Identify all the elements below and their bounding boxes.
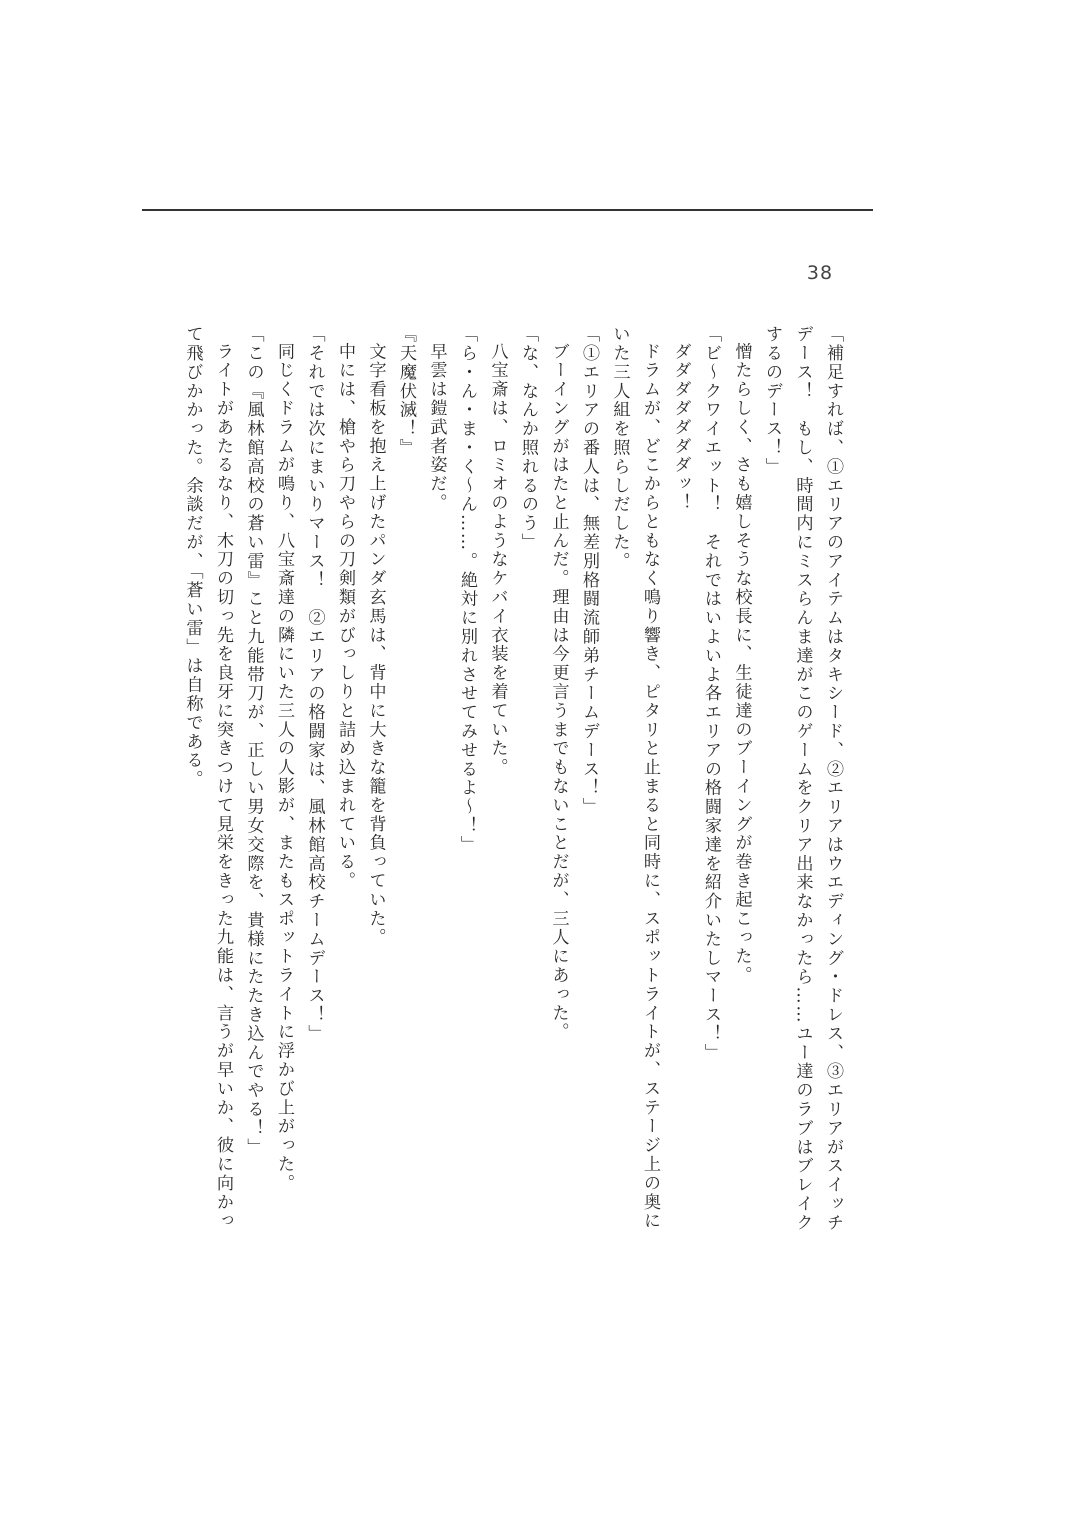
text-line [177,325,208,1195]
text-line [421,325,452,1195]
text-line [482,325,513,1195]
text-line-content: 早雲は鎧武者姿だ。 [426,342,447,513]
text-line-content: 憎たらしく、さも嬉しそうな校長に、生徒達のブーイングが巻き起こった。 [731,342,752,985]
text-line-content: 「ビ〜クワイエット！ それではいよいよ各エリアの格闘家達を紹介いたしマース！」 [701,325,721,1063]
text-line [360,325,391,1195]
indent-space [489,325,506,342]
text-line-content: 「ら・ん・ま・く〜ん……。絶対に別れさせてみせるよ〜！」 [457,325,477,855]
text-line-content: いた三人組を照らしだした。 [609,325,630,571]
text-line-content: 「この『風林館高校の蒼い雷』こと九能帯刀が、正しい男女交際を、貴様にたたき込んでやる！」 [243,325,264,1157]
indent-space [367,325,384,342]
indent-space [733,325,750,342]
text-line [391,325,422,1195]
text-line-content: 「な、なんか照れるのう」 [518,325,538,552]
text-line-content: て飛びかかった。余談だが、「蒼い雷」は自称である。 [182,325,203,789]
text-line-content: 同じくドラムが鳴り、八宝斎達の隣にいた三人の人影が、またもスポットライトに浮かび上がった。 [274,342,294,1193]
text-line-content: 「①エリアの番人は、無差別格闘流師弟チームデース！」 [579,325,599,817]
page-number: 38 [806,262,834,284]
text-line [574,325,605,1195]
indent-space [336,325,353,342]
text-line-content: 「それでは次にまいりマース！ ②エリアの格闘家は、風林館高校チームデース！」 [304,325,325,1044]
text-line [452,325,483,1195]
text-line [818,325,849,1233]
text-line-content: 文字看板を抱え上げたパンダ玄馬は、背中に大きな籠を背負っていた。 [365,342,386,947]
text-line-content: デース！ もし、時間内にミスらんま達がこのゲームをクリア出来なかったら……ユー達のラブはブレイク [792,325,813,1233]
header-rule [142,209,873,211]
text-line-content: 「補足すれば、①エリアのアイテムはタキシード、②エリアはウエディング・ドレス、③エリアがスイッチ [823,325,843,1233]
text-line [635,325,666,1231]
text-line [299,325,330,1195]
text-line-content: ライトがあたるなり、木刀の切っ先を良牙に突きつけて見栄をきった九能は、言うが早いか、彼に向かっ [213,342,233,1231]
indent-space [550,325,567,342]
text-line [269,325,300,1195]
text-line-content: ブーイングがはたと止んだ。理由は今更言うまでもないことだが、三人にあった。 [548,342,569,1042]
text-line [208,325,239,1231]
text-line-content: するのデース！」 [762,325,782,477]
text-line-content: 中には、槍やら刀やらの刀剣類がびっしりと詰め込まれている。 [335,342,355,891]
indent-space [641,325,658,342]
text-line [238,325,269,1195]
indent-space [428,325,445,342]
text-line [543,325,574,1195]
text-line [665,325,696,1195]
text-line [757,325,788,1195]
text-line [604,325,635,1195]
text-line [330,325,361,1195]
text-line [726,325,757,1195]
text-line-content: ドラムが、どこからともなく鳴り響き、ピタリと止まると同時に、スポットライトが、ステージ上の奥に [640,342,660,1231]
text-line [513,325,544,1195]
text-line [696,325,727,1195]
text-line-content: 八宝斎は、ロミオのようなケバイ衣装を着ていた。 [487,342,508,777]
indent-space [672,325,689,342]
indent-space [275,325,292,342]
text-line-content: ダダダダダダダッ！ [670,342,691,513]
body-text [177,325,848,1233]
text-line-content: 『天魔伏滅！』 [396,325,416,458]
text-line [787,325,818,1233]
indent-space [214,325,231,342]
